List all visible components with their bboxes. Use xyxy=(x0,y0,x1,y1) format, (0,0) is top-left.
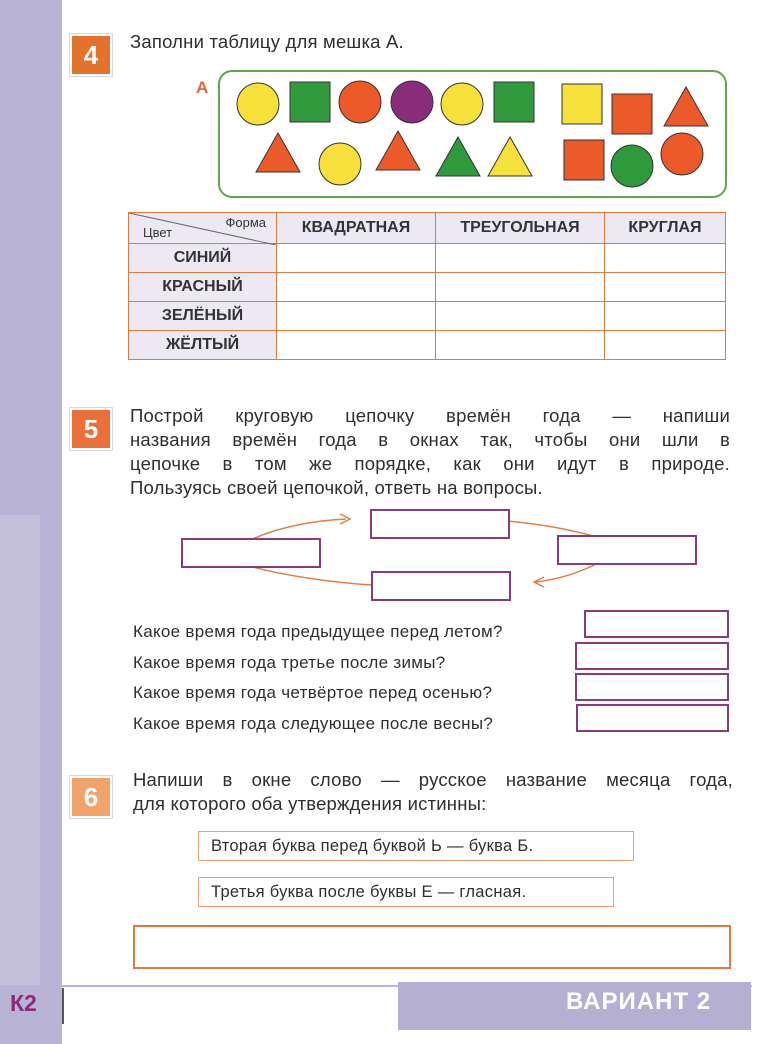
question-1: Какое время года предыдущее перед летом? xyxy=(133,622,503,641)
bag-label: А xyxy=(196,78,209,97)
task-5-instruction xyxy=(130,404,730,500)
purple-circle-shape xyxy=(391,81,433,123)
yellow-circle-shape xyxy=(237,83,279,125)
season-window-bottom[interactable] xyxy=(371,571,511,601)
red-square-shape xyxy=(612,94,652,134)
instruction-line: Пользуясь своей цепочкой, ответь на вопросы. xyxy=(130,477,543,498)
answer-window-1[interactable] xyxy=(584,610,729,638)
yellow-square-shape xyxy=(562,84,602,124)
red-triangle-shape xyxy=(664,87,708,126)
question-4: Какое время года следующее после весны? xyxy=(133,714,494,733)
table-corner-cell xyxy=(129,213,277,244)
instruction-line: Напиши в окне слово — русское название месяца года, xyxy=(133,769,733,790)
table-cell-input[interactable] xyxy=(277,302,436,331)
row-header: ЖЁЛТЫЙ xyxy=(129,331,277,360)
table-cell-input[interactable] xyxy=(605,302,726,331)
table-cell-input[interactable] xyxy=(436,331,605,360)
table-cell-input[interactable] xyxy=(436,244,605,273)
instruction-line: названия времён года в окнах так, чтобы они шли в xyxy=(130,429,730,450)
table-row xyxy=(129,244,726,273)
table-row xyxy=(129,331,726,360)
table-cell-input[interactable] xyxy=(605,244,726,273)
corner-label-shape: Форма xyxy=(225,215,266,230)
green-square-shape xyxy=(494,82,534,122)
table-cell-input[interactable] xyxy=(605,331,726,360)
question-3: Какое время года четвёртое перед осенью? xyxy=(133,683,493,702)
statement-1: Вторая буква перед буквой Ь — буква Б. xyxy=(198,831,634,861)
page-code-divider xyxy=(62,988,64,1024)
bag-shapes xyxy=(220,72,725,196)
table-row xyxy=(129,302,726,331)
answer-window-2[interactable] xyxy=(575,642,729,670)
question-2: Какое время года третье после зимы? xyxy=(133,653,446,672)
red-circle-shape xyxy=(661,133,703,175)
red-triangle-shape xyxy=(376,131,420,170)
variant-label: ВАРИАНТ 2 xyxy=(566,988,712,1015)
row-header: ЗЕЛЁНЫЙ xyxy=(129,302,277,331)
green-square-shape xyxy=(290,82,330,122)
column-header: КРУГЛАЯ xyxy=(605,213,726,244)
instruction-line: Построй круговую цепочку времён года — напиши xyxy=(130,405,730,426)
row-header: СИНИЙ xyxy=(129,244,277,273)
red-triangle-shape xyxy=(256,133,300,172)
task-6-instruction xyxy=(133,768,733,816)
task-6-number: 6 xyxy=(70,776,112,818)
red-square-shape xyxy=(564,140,604,180)
yellow-circle-shape xyxy=(441,83,483,125)
corner-label-color: Цвет xyxy=(143,225,173,240)
season-window-left[interactable] xyxy=(181,538,321,568)
table-cell-input[interactable] xyxy=(277,331,436,360)
month-answer-window[interactable] xyxy=(133,925,731,969)
green-circle-shape xyxy=(611,145,653,187)
task-4-instruction: Заполни таблицу для мешка А. xyxy=(130,31,404,52)
yellow-triangle-shape xyxy=(488,137,532,176)
table-cell-input[interactable] xyxy=(277,244,436,273)
row-header: КРАСНЫЙ xyxy=(129,273,277,302)
page-code: К2 xyxy=(10,990,37,1016)
table-cell-input[interactable] xyxy=(436,302,605,331)
season-window-right[interactable] xyxy=(557,535,697,565)
column-header: КВАДРАТНАЯ xyxy=(277,213,436,244)
answer-window-4[interactable] xyxy=(576,704,729,732)
table-cell-input[interactable] xyxy=(436,273,605,302)
table-cell-input[interactable] xyxy=(605,273,726,302)
instruction-line: цепочке в том же порядке, как они идут в природе. xyxy=(130,453,730,474)
red-circle-shape xyxy=(339,81,381,123)
green-triangle-shape xyxy=(436,137,480,176)
bag-a xyxy=(218,70,727,198)
table-header-row xyxy=(129,213,726,244)
task-4-number: 4 xyxy=(70,34,112,76)
statement-2: Третья буква после буквы Е — гласная. xyxy=(198,877,614,907)
table-cell-input[interactable] xyxy=(277,273,436,302)
task-5-number: 5 xyxy=(70,408,112,450)
shape-color-table xyxy=(128,212,726,360)
answer-window-3[interactable] xyxy=(575,673,729,701)
column-header: ТРЕУГОЛЬНАЯ xyxy=(436,213,605,244)
left-margin-strip-lower xyxy=(0,515,40,985)
season-window-top[interactable] xyxy=(370,509,510,539)
yellow-circle-shape xyxy=(319,143,361,185)
instruction-line: для которого оба утверждения истинны: xyxy=(133,793,487,814)
table-row xyxy=(129,273,726,302)
